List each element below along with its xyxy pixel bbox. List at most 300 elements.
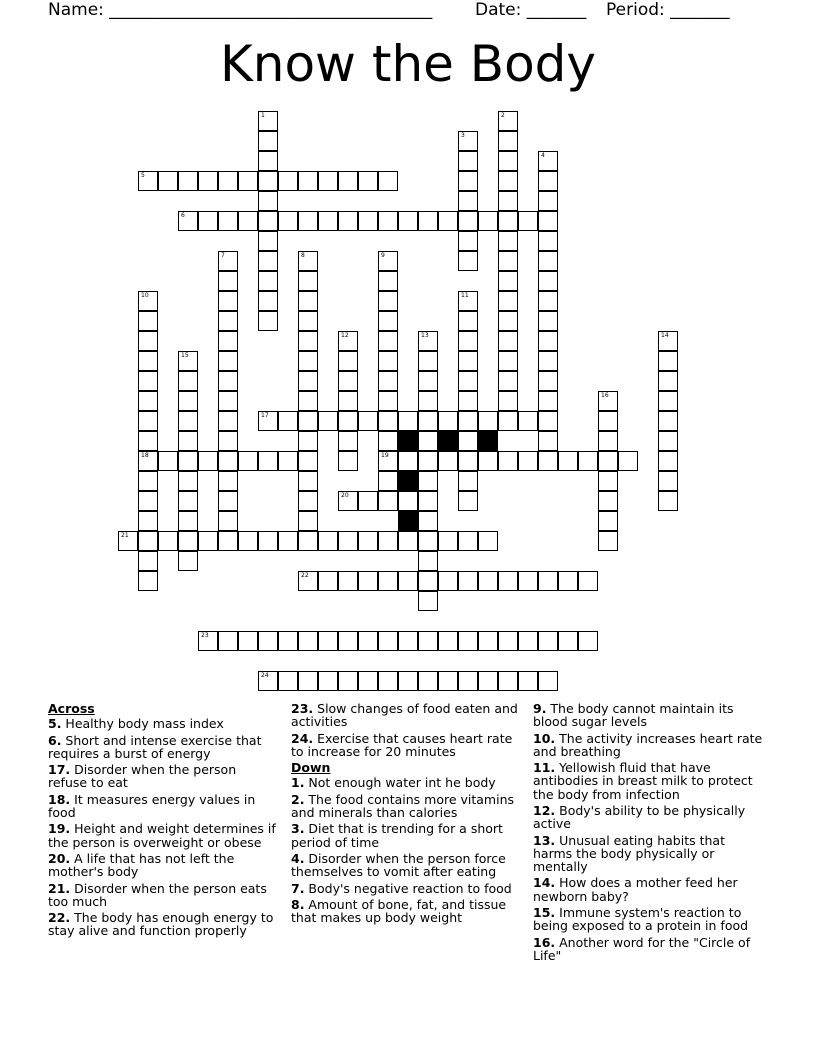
grid-cell[interactable] [578,631,598,651]
grid-cell[interactable] [418,471,438,491]
grid-cell[interactable] [658,371,678,391]
name-field[interactable]: Name: ______________________________________ [48,0,433,20]
grid-cell[interactable] [398,451,418,471]
grid-cell[interactable] [598,471,618,491]
grid-cell[interactable] [218,371,238,391]
grid-cell[interactable] [418,591,438,611]
grid-cell[interactable] [418,331,438,351]
grid-cell[interactable] [598,451,618,471]
grid-cell[interactable] [158,171,178,191]
grid-cell[interactable] [498,211,518,231]
grid-cell[interactable] [478,671,498,691]
grid-cell[interactable] [498,311,518,331]
grid-cell[interactable] [358,491,378,511]
grid-cell[interactable] [138,311,158,331]
grid-cell[interactable] [258,251,278,271]
grid-cell[interactable] [458,571,478,591]
grid-cell[interactable] [298,291,318,311]
grid-cell[interactable] [338,331,358,351]
grid-cell[interactable] [218,351,238,371]
grid-cell[interactable] [138,351,158,371]
grid-cell[interactable] [338,451,358,471]
grid-cell[interactable] [538,671,558,691]
grid-cell[interactable] [418,211,438,231]
grid-cell[interactable] [138,451,158,471]
cell-number: 3 [461,132,465,139]
grid-cell[interactable] [538,311,558,331]
grid-cell[interactable] [178,411,198,431]
grid-cell[interactable] [218,491,238,511]
grid-cell[interactable] [478,211,498,231]
grid-cell[interactable] [498,331,518,351]
grid-cell[interactable] [298,431,318,451]
grid-cell[interactable] [238,451,258,471]
grid-cell[interactable] [338,671,358,691]
grid-cell[interactable] [398,571,418,591]
grid-cell[interactable] [498,251,518,271]
grid-cell[interactable] [458,191,478,211]
grid-cell[interactable] [138,331,158,351]
grid-cell[interactable] [178,451,198,471]
grid-cell[interactable] [498,271,518,291]
grid-cell[interactable] [318,631,338,651]
grid-cell[interactable] [238,631,258,651]
grid-cell[interactable] [398,671,418,691]
clue-3 [291,822,519,848]
grid-cell[interactable] [658,331,678,351]
grid-cell[interactable] [458,291,478,311]
grid-cell[interactable] [378,291,398,311]
grid-cell[interactable] [258,411,278,431]
grid-cell[interactable] [358,171,378,191]
grid-cell[interactable] [338,571,358,591]
grid-cell[interactable] [178,491,198,511]
grid-cell[interactable] [658,471,678,491]
grid-cell[interactable] [298,491,318,511]
grid-cell[interactable] [418,531,438,551]
grid-cell[interactable] [458,171,478,191]
grid-cell[interactable] [338,211,358,231]
grid-cell[interactable] [218,451,238,471]
grid-cell[interactable] [438,671,458,691]
grid-cell[interactable] [318,171,338,191]
grid-cell[interactable] [498,351,518,371]
grid-cell[interactable] [258,231,278,251]
grid-cell[interactable] [498,671,518,691]
grid-cell[interactable] [538,271,558,291]
grid-cell[interactable] [298,631,318,651]
grid-cell[interactable] [418,511,438,531]
grid-cell[interactable] [538,251,558,271]
grid-cell[interactable] [478,411,498,431]
grid-cell[interactable] [478,571,498,591]
grid-cell[interactable] [218,391,238,411]
grid-cell[interactable] [198,211,218,231]
grid-cell[interactable] [558,451,578,471]
grid-cell[interactable] [298,351,318,371]
grid-cell[interactable] [198,531,218,551]
grid-cell[interactable] [418,431,438,451]
grid-cell[interactable] [138,511,158,531]
grid-cell[interactable] [258,311,278,331]
grid-cell[interactable] [338,371,358,391]
grid-cell[interactable] [318,571,338,591]
grid-cell[interactable] [518,411,538,431]
grid-cell[interactable] [458,451,478,471]
grid-cell[interactable] [338,351,358,371]
grid-cell[interactable] [358,631,378,651]
grid-cell[interactable] [178,431,198,451]
grid-cell[interactable] [418,371,438,391]
grid-cell[interactable] [378,531,398,551]
grid-cell[interactable] [498,571,518,591]
grid-cell[interactable] [158,531,178,551]
grid-cell[interactable] [498,151,518,171]
grid-cell[interactable] [258,131,278,151]
grid-cell[interactable] [478,451,498,471]
grid-cell[interactable] [178,171,198,191]
grid-cell[interactable] [298,251,318,271]
grid-cell[interactable] [418,671,438,691]
grid-cell[interactable] [478,531,498,551]
grid-cell[interactable] [358,671,378,691]
grid-cell[interactable] [498,451,518,471]
grid-cell[interactable] [598,511,618,531]
grid-cell[interactable] [178,351,198,371]
grid-cell[interactable] [458,631,478,651]
grid-cell[interactable] [178,511,198,531]
grid-cell[interactable] [298,451,318,471]
grid-cell[interactable] [498,171,518,191]
grid-cell[interactable] [458,351,478,371]
clue-number: 23. [291,701,314,716]
grid-cell[interactable] [518,571,538,591]
grid-cell[interactable] [378,411,398,431]
grid-cell[interactable] [178,551,198,571]
grid-cell[interactable] [438,571,458,591]
grid-cell[interactable] [498,391,518,411]
grid-cell[interactable] [238,211,258,231]
grid-cell[interactable] [438,211,458,231]
grid-cell[interactable] [298,211,318,231]
grid-cell[interactable] [458,431,478,451]
grid-cell[interactable] [538,151,558,171]
grid-cell[interactable] [258,291,278,311]
grid-cell[interactable] [378,391,398,411]
grid-cell[interactable] [138,411,158,431]
grid-cell[interactable] [658,351,678,371]
grid-cell[interactable] [498,411,518,431]
grid-cell[interactable] [378,431,398,451]
cell-number: 5 [141,172,145,179]
grid-cell[interactable] [218,531,238,551]
grid-cell[interactable] [138,551,158,571]
grid-cell[interactable] [378,351,398,371]
grid-cell[interactable] [218,631,238,651]
grid-cell[interactable] [398,491,418,511]
grid-cell[interactable] [378,251,398,271]
grid-cell[interactable] [538,571,558,591]
grid-cell[interactable] [618,451,638,471]
grid-cell[interactable] [378,331,398,351]
grid-cell[interactable] [438,451,458,471]
grid-cell[interactable] [278,631,298,651]
grid-cell[interactable] [598,391,618,411]
grid-cell[interactable] [298,371,318,391]
cell-number: 2 [501,112,505,119]
grid-cell[interactable] [178,531,198,551]
grid-cell[interactable] [318,211,338,231]
grid-cell[interactable] [298,271,318,291]
grid-cell[interactable] [138,471,158,491]
grid-cell[interactable] [258,631,278,651]
grid-cell[interactable] [158,451,178,471]
grid-cell[interactable] [438,411,458,431]
grid-cell[interactable] [138,431,158,451]
grid-cell[interactable] [598,431,618,451]
grid-cell[interactable] [278,451,298,471]
grid-cell[interactable] [298,311,318,331]
grid-cell[interactable] [178,391,198,411]
grid-cell[interactable] [398,531,418,551]
grid-cell[interactable] [478,631,498,651]
grid-cell[interactable] [458,331,478,351]
grid-cell[interactable] [538,231,558,251]
grid-cell[interactable] [278,211,298,231]
grid-cell[interactable] [298,391,318,411]
grid-cell[interactable] [178,471,198,491]
grid-cell[interactable] [538,451,558,471]
grid-cell[interactable] [138,531,158,551]
grid-cell[interactable] [578,571,598,591]
grid-cell[interactable] [398,211,418,231]
grid-cell[interactable] [278,531,298,551]
grid-cell[interactable] [538,371,558,391]
grid-cell[interactable] [218,251,238,271]
grid-cell[interactable] [138,371,158,391]
grid-cell[interactable] [378,211,398,231]
grid-cell[interactable] [198,171,218,191]
grid-cell[interactable] [498,191,518,211]
grid-cell[interactable] [278,411,298,431]
grid-cell[interactable] [238,171,258,191]
grid-cell[interactable] [538,351,558,371]
clue-11 [533,761,768,801]
grid-cell[interactable] [218,171,238,191]
grid-cell[interactable] [458,211,478,231]
date-field[interactable]: Date: _______ [475,0,587,20]
grid-cell[interactable] [658,491,678,511]
grid-cell[interactable] [298,671,318,691]
grid-cell[interactable] [218,411,238,431]
grid-cell[interactable] [398,411,418,431]
clue-text: Short and intense exercise that requires a burst of energy [48,732,262,761]
cell-number: 24 [261,672,269,679]
cell-number: 13 [421,332,429,339]
grid-cell[interactable] [218,271,238,291]
grid-cell[interactable] [538,431,558,451]
grid-cell[interactable] [418,351,438,371]
grid-cell[interactable] [378,471,398,491]
grid-cell[interactable] [178,371,198,391]
grid-cell[interactable] [258,191,278,211]
grid-cell[interactable] [218,311,238,331]
grid-cell[interactable] [218,471,238,491]
grid-cell[interactable] [658,451,678,471]
grid-cell[interactable] [118,531,138,551]
grid-cell[interactable] [458,371,478,391]
clue-15 [533,906,768,932]
grid-cell[interactable] [138,571,158,591]
cell-number: 14 [661,332,669,339]
grid-cell[interactable] [238,531,258,551]
grid-cell[interactable] [578,451,598,471]
grid-cell[interactable] [358,531,378,551]
grid-cell[interactable] [458,471,478,491]
grid-cell[interactable] [418,451,438,471]
grid-cell[interactable] [538,411,558,431]
grid-cell[interactable] [538,291,558,311]
grid-cell[interactable] [298,411,318,431]
grid-cell[interactable] [318,671,338,691]
grid-cell[interactable] [418,491,438,511]
grid-cell[interactable] [378,671,398,691]
grid-cell[interactable] [278,171,298,191]
grid-cell[interactable] [218,331,238,351]
grid-cell[interactable] [458,411,478,431]
grid-cell[interactable] [458,311,478,331]
grid-cell[interactable] [338,171,358,191]
grid-cell[interactable] [518,631,538,651]
grid-cell[interactable] [458,671,478,691]
grid-cell[interactable] [538,331,558,351]
grid-cell[interactable] [298,471,318,491]
grid-cell[interactable] [398,631,418,651]
grid-cell[interactable] [518,671,538,691]
grid-cell[interactable] [298,571,318,591]
clue-number: 16. [533,934,556,950]
grid-cell[interactable] [378,271,398,291]
grid-cell[interactable] [298,511,318,531]
grid-cell[interactable] [258,111,278,131]
grid-cell[interactable] [378,491,398,511]
grid-cell[interactable] [658,431,678,451]
grid-cell[interactable] [498,631,518,651]
grid-cell[interactable] [538,631,558,651]
grid-cell[interactable] [138,291,158,311]
grid-cell[interactable] [218,211,238,231]
grid-cell[interactable] [378,311,398,331]
grid-cell[interactable] [298,531,318,551]
grid-cell[interactable] [498,291,518,311]
grid-cell[interactable] [378,171,398,191]
grid-cell[interactable] [358,411,378,431]
grid-cell[interactable] [138,391,158,411]
grid-cell[interactable] [378,571,398,591]
grid-cell[interactable] [378,371,398,391]
grid-cell[interactable] [458,491,478,511]
grid-cell[interactable] [418,631,438,651]
period-field[interactable]: Period: _______ [606,0,730,20]
grid-cell[interactable] [258,451,278,471]
grid-cell[interactable] [458,231,478,251]
grid-cell[interactable] [218,291,238,311]
clue-number: 12. [533,802,556,818]
grid-cell[interactable] [338,431,358,451]
grid-cell[interactable] [518,451,538,471]
grid-cell[interactable] [418,411,438,431]
grid-cell[interactable] [378,631,398,651]
grid-cell[interactable] [458,391,478,411]
grid-cell[interactable] [378,451,398,471]
grid-cell[interactable] [198,451,218,471]
grid-cell[interactable] [558,571,578,591]
grid-cell[interactable] [258,671,278,691]
grid-cell[interactable] [358,211,378,231]
grid-cell[interactable] [658,391,678,411]
grid-cell[interactable] [458,131,478,151]
grid-cell[interactable] [278,671,298,691]
grid-cell[interactable] [538,211,558,231]
grid-cell[interactable] [338,411,358,431]
grid-cell[interactable] [538,171,558,191]
grid-cell[interactable] [418,571,438,591]
clue-text: Another word for the "Circle of Life" [533,934,751,963]
grid-cell[interactable] [458,251,478,271]
grid-cell[interactable] [338,491,358,511]
grid-cell[interactable] [498,111,518,131]
grid-cell[interactable] [298,171,318,191]
grid-cell[interactable] [138,171,158,191]
grid-cell[interactable] [338,531,358,551]
grid-cell[interactable] [318,411,338,431]
grid-cell[interactable] [258,531,278,551]
clue-text: Height and weight determines if the person is overweight or obese [48,821,276,850]
grid-cell[interactable] [538,191,558,211]
grid-cell[interactable] [138,491,158,511]
grid-cell[interactable] [538,391,558,411]
grid-cell[interactable] [458,531,478,551]
grid-cell[interactable] [658,411,678,431]
grid-cell[interactable] [298,331,318,351]
grid-cell[interactable] [438,531,458,551]
grid-cell[interactable] [338,391,358,411]
grid-cell[interactable] [518,211,538,231]
grid-cell[interactable] [258,171,278,191]
grid-cell[interactable] [458,151,478,171]
grid-cell[interactable] [498,371,518,391]
grid-cell[interactable] [218,431,238,451]
grid-cell[interactable] [498,231,518,251]
grid-cell[interactable] [198,631,218,651]
grid-cell[interactable] [318,531,338,551]
grid-cell[interactable] [558,631,578,651]
grid-cell[interactable] [418,551,438,571]
grid-cell[interactable] [338,631,358,651]
grid-cell[interactable] [438,631,458,651]
grid-cell[interactable] [218,511,238,531]
grid-cell[interactable] [178,211,198,231]
grid-cell[interactable] [358,571,378,591]
grid-cell[interactable] [498,131,518,151]
grid-cell[interactable] [258,271,278,291]
grid-cell[interactable] [258,151,278,171]
grid-cell[interactable] [598,491,618,511]
grid-cell[interactable] [598,411,618,431]
grid-cell[interactable] [418,391,438,411]
grid-cell[interactable] [598,531,618,551]
grid-cell[interactable] [258,211,278,231]
